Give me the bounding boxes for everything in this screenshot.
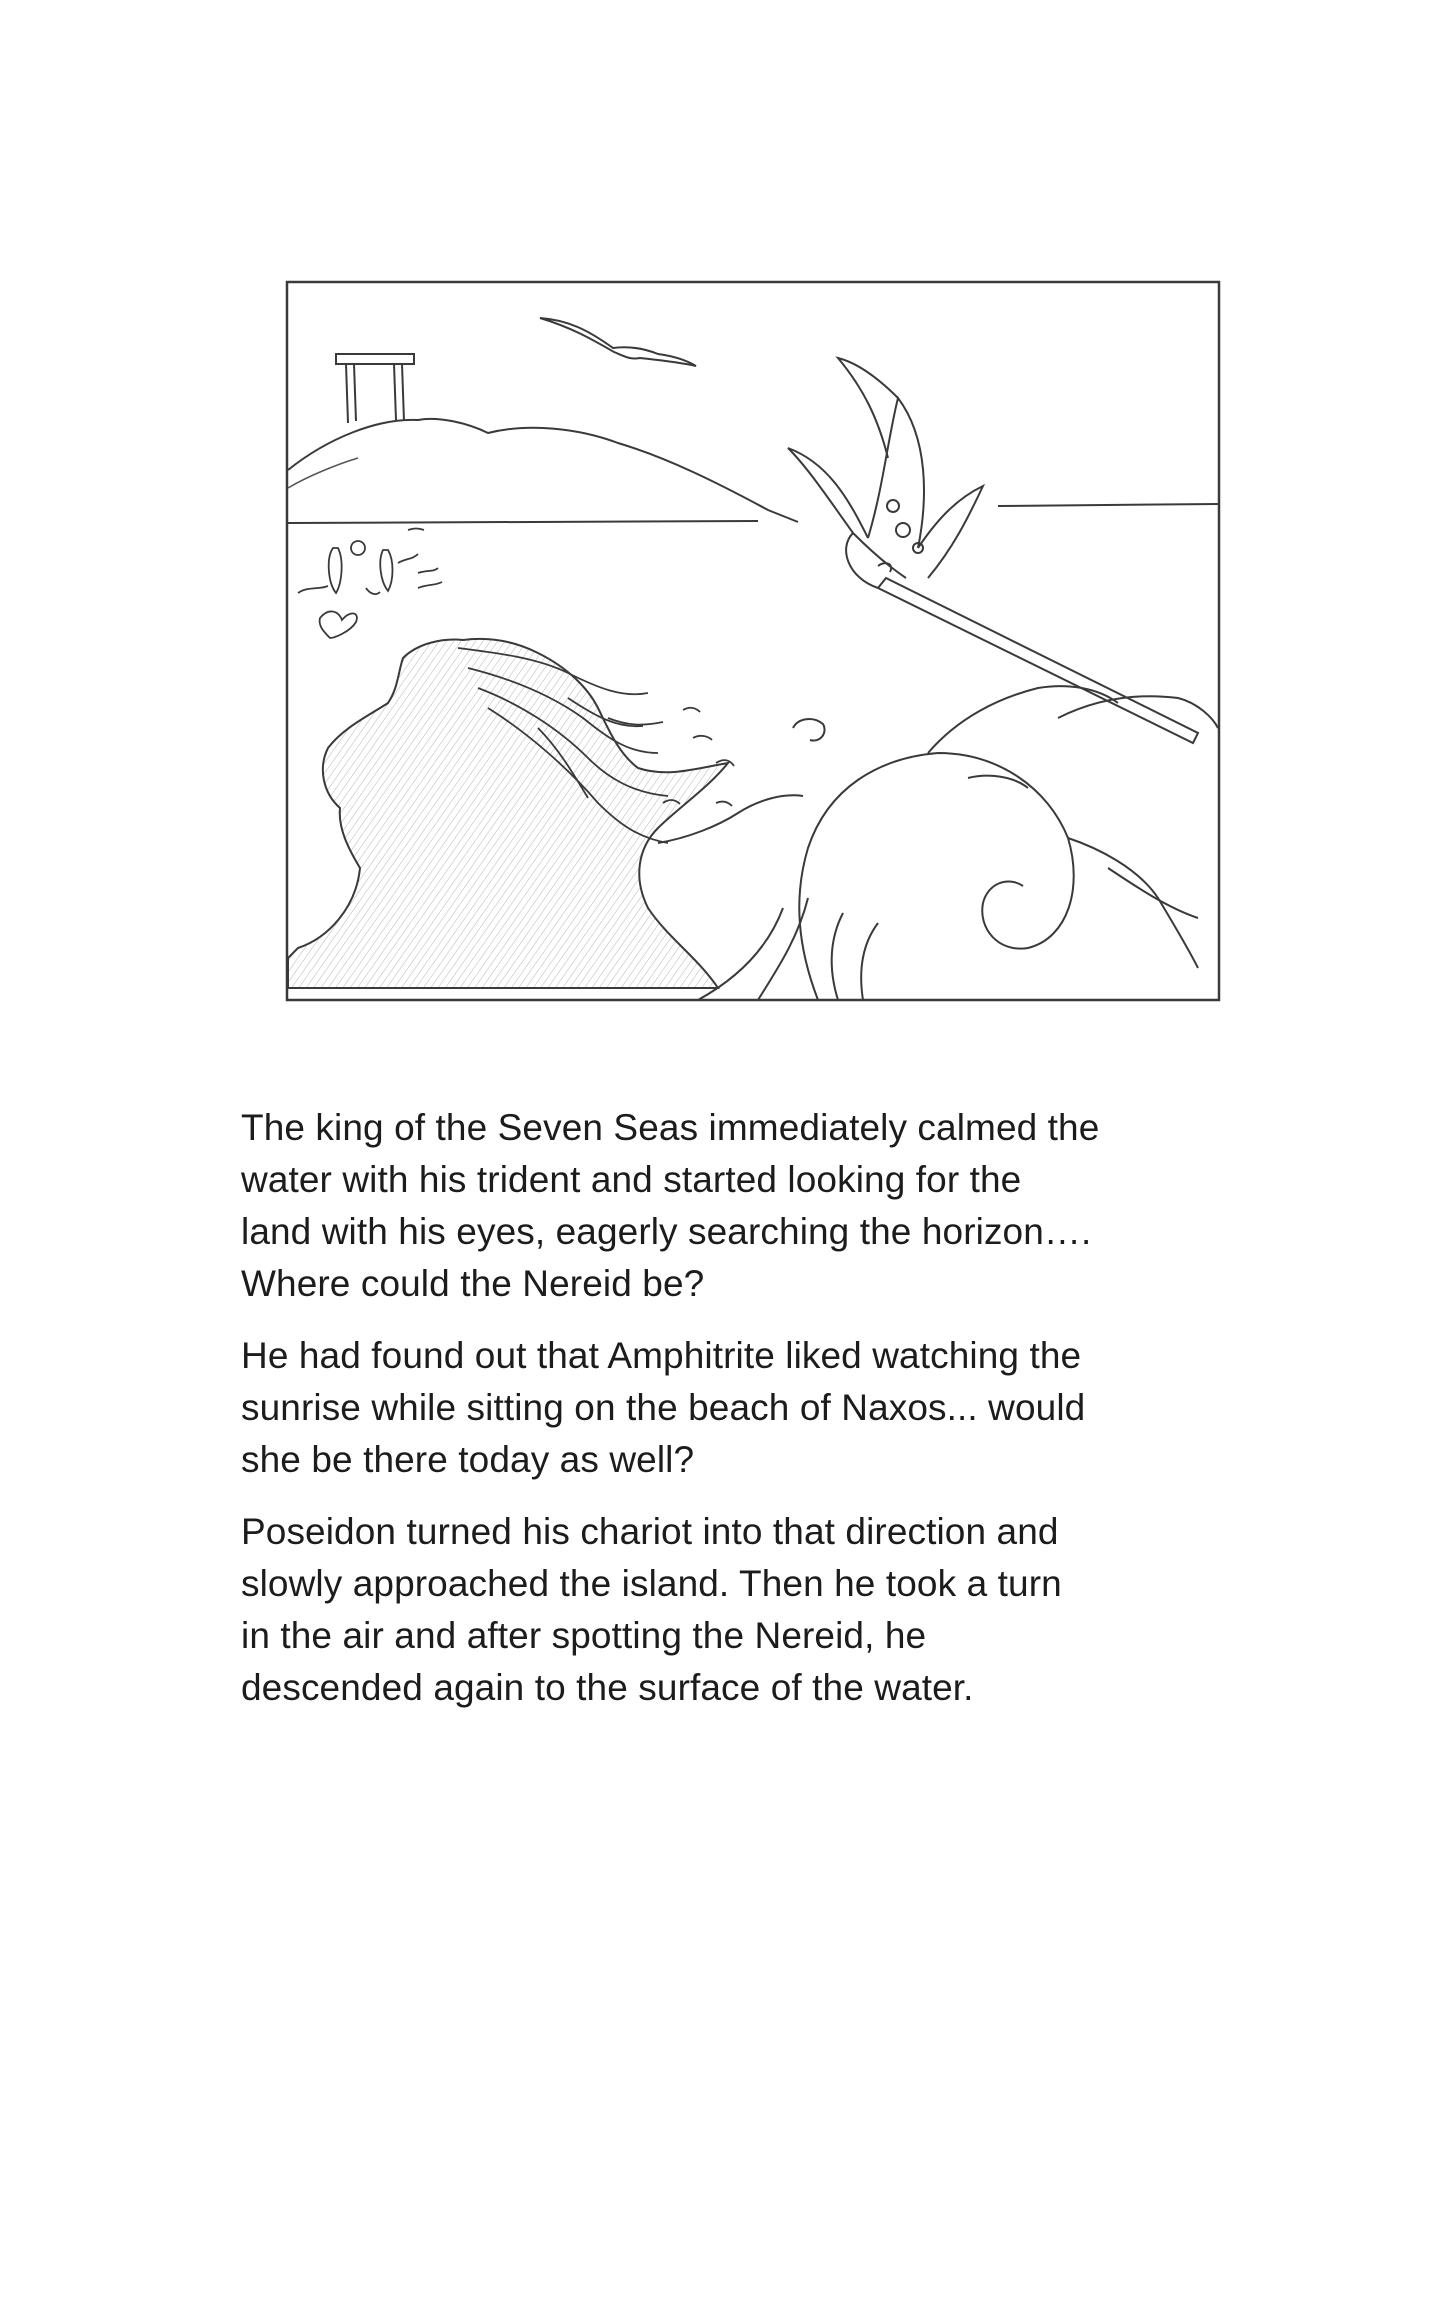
text-line: Where could the Nereid be?	[241, 1263, 705, 1304]
text-line: she be there today as well?	[241, 1439, 695, 1480]
horizon-line	[288, 504, 1218, 523]
trident	[788, 358, 1198, 743]
temple-ruin	[336, 354, 414, 423]
seagull	[540, 318, 696, 366]
story-paragraph-2	[241, 1330, 1221, 1486]
text-line: sunrise while sitting on the beach of Naxos... would	[241, 1387, 1086, 1428]
text-line: He had found out that Amphitrite liked watching the	[241, 1335, 1082, 1376]
story-paragraph-1	[241, 1102, 1221, 1310]
text-line: descended again to the surface of the water.	[241, 1667, 974, 1708]
island-hills	[288, 419, 798, 522]
text-line: Poseidon turned his chariot into that direction and	[241, 1511, 1059, 1552]
text-line: The king of the Seven Seas immediately calmed the	[241, 1107, 1100, 1148]
illustration-svg	[238, 248, 1283, 1008]
story-text	[241, 1102, 1221, 1734]
story-paragraph-3	[241, 1506, 1221, 1714]
text-line: land with his eyes, eagerly searching the horizon….	[241, 1211, 1092, 1252]
text-line: in the air and after spotting the Nereid, he	[241, 1615, 927, 1656]
curling-wave	[658, 686, 1218, 1000]
nereids-distant	[298, 529, 442, 639]
sea-horse	[288, 639, 728, 988]
text-line: slowly approached the island. Then he took a turn	[241, 1563, 1062, 1604]
pencil-illustration	[238, 248, 1283, 1008]
text-line: water with his trident and started looking for the	[241, 1159, 1022, 1200]
